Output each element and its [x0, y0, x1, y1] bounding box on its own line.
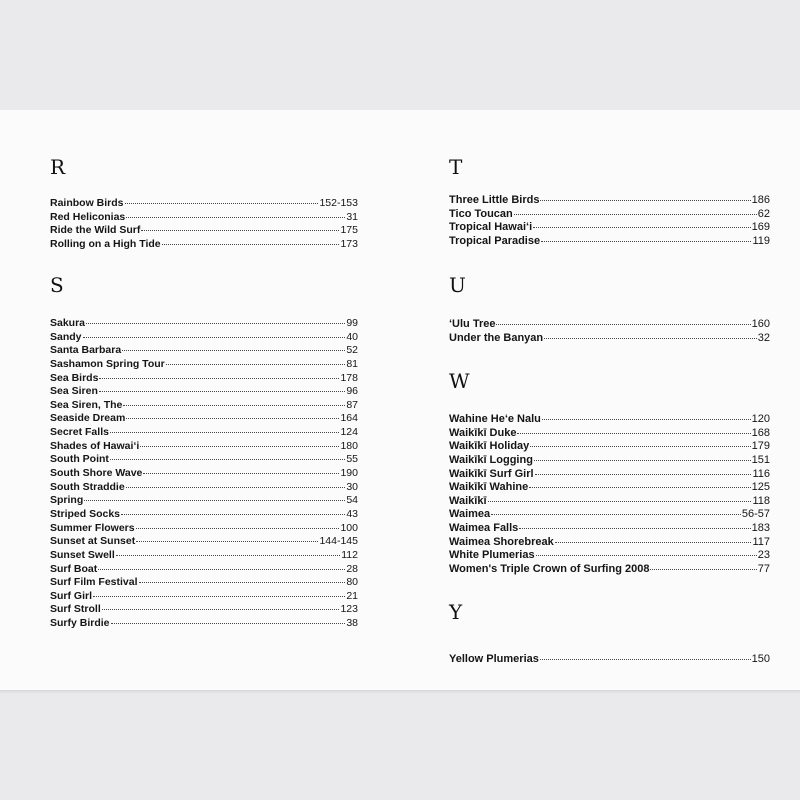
leader-dots [541, 241, 751, 242]
entry-title: ‘Ulu Tree [449, 318, 496, 330]
entry-title: Striped Socks [50, 507, 121, 520]
entry-page: 123 [340, 603, 358, 616]
leader-dots [136, 541, 318, 542]
entry-page: 52 [346, 344, 358, 357]
index-entry [449, 563, 770, 577]
index-entry [50, 563, 358, 577]
leader-dots [123, 405, 345, 406]
entry-title: Sea Siren, The [50, 398, 123, 411]
entry-page: 119 [752, 234, 770, 247]
page-bottom-edge [0, 690, 800, 694]
entry-page: 173 [340, 237, 358, 250]
entry-page: 169 [751, 221, 770, 234]
entry-title: Yellow Plumerias [449, 653, 539, 665]
section-letter-t: T [449, 155, 463, 179]
entry-title: Waimea Shorebreak [449, 535, 554, 548]
section-letter-y: Y [449, 600, 463, 624]
leader-dots [139, 582, 346, 583]
index-entry [50, 494, 358, 508]
index-entry [50, 197, 358, 211]
entry-page: 164 [340, 412, 358, 425]
entry-page: 117 [752, 535, 770, 548]
leader-dots [125, 203, 319, 204]
index-entry [50, 467, 358, 481]
index-entry [449, 221, 770, 235]
leader-dots [99, 391, 345, 392]
entry-page: 179 [751, 440, 770, 453]
entry-page: 43 [346, 507, 358, 520]
index-entry [50, 522, 358, 536]
entry-page: 80 [346, 576, 358, 589]
index-entry [50, 453, 358, 467]
entry-title: South Straddie [50, 480, 125, 493]
entry-title: Surfy Birdie [50, 617, 110, 630]
section-letter-s: S [50, 273, 64, 297]
section-entries-u [449, 318, 770, 345]
index-entry [449, 332, 770, 346]
leader-dots [540, 200, 750, 201]
entry-title: Surf Girl [50, 589, 93, 602]
leader-dots [140, 446, 339, 447]
entry-title: Summer Flowers [50, 521, 135, 534]
leader-dots [126, 418, 339, 419]
entry-page: 38 [346, 617, 358, 630]
entry-title: Red Heliconias [50, 210, 126, 223]
section-letter-r: R [50, 155, 66, 179]
leader-dots [534, 460, 751, 461]
index-entry [50, 224, 358, 238]
leader-dots [122, 350, 345, 351]
entry-title: Ride the Wild Surf [50, 224, 141, 237]
index-entry [449, 508, 770, 522]
entry-page: 21 [346, 589, 358, 602]
entry-title: Under the Banyan [449, 331, 544, 344]
leader-dots [166, 364, 346, 365]
entry-title: Sea Siren [50, 385, 98, 398]
leader-dots [496, 324, 750, 325]
index-entry [50, 549, 358, 563]
entry-page: 186 [751, 194, 770, 206]
leader-dots [121, 514, 345, 515]
entry-title: Waikīkī Holiday [449, 440, 530, 453]
entry-page: 54 [346, 494, 358, 507]
leader-dots [491, 514, 741, 515]
entry-page: 160 [751, 318, 770, 330]
index-entry [449, 318, 770, 332]
index-entry [50, 603, 358, 617]
entry-title: Waikīkī [449, 494, 487, 507]
entry-title: Rolling on a High Tide [50, 237, 161, 250]
entry-title: South Point [50, 453, 109, 466]
entry-page: 150 [751, 653, 770, 665]
leader-dots [116, 555, 340, 556]
leader-dots [530, 446, 750, 447]
leader-dots [93, 596, 345, 597]
section-entries-s [50, 317, 358, 631]
entry-page: 28 [346, 562, 358, 575]
entry-page: 180 [340, 439, 358, 452]
index-entry [449, 653, 770, 667]
entry-page: 118 [752, 494, 770, 507]
index-entry [50, 412, 358, 426]
entry-title: Three Little Birds [449, 194, 540, 206]
index-entry [50, 481, 358, 495]
entry-title: Tropical Paradise [449, 234, 541, 247]
leader-dots [86, 323, 345, 324]
leader-dots [141, 230, 339, 231]
entry-title: Waimea [449, 508, 491, 521]
entry-title: Waikīkī Wahine [449, 481, 529, 494]
index-page [0, 110, 800, 690]
leader-dots [143, 473, 339, 474]
entry-page: 31 [346, 210, 358, 223]
entry-page: 23 [757, 549, 770, 562]
entry-page: 178 [340, 371, 358, 384]
entry-page: 190 [340, 467, 358, 480]
index-entry [449, 468, 770, 482]
entry-title: Secret Falls [50, 426, 109, 439]
index-entry [50, 426, 358, 440]
leader-dots [162, 244, 340, 245]
entry-page: 124 [340, 426, 358, 439]
leader-dots [126, 217, 345, 218]
entry-title: South Shore Wave [50, 467, 143, 480]
leader-dots [544, 338, 757, 339]
entry-page: 151 [751, 453, 770, 466]
leader-dots [542, 419, 751, 420]
entry-page: 120 [751, 413, 770, 425]
index-entry [449, 549, 770, 563]
index-entry [50, 399, 358, 413]
entry-title: Wahine He‘e Nalu [449, 413, 541, 425]
entry-page: 62 [757, 207, 770, 220]
entry-page: 87 [346, 398, 358, 411]
entry-page: 175 [340, 224, 358, 237]
index-entry [50, 617, 358, 631]
entry-title: Tropical Hawai‘i [449, 221, 533, 234]
leader-dots [110, 459, 345, 460]
index-entry [449, 413, 770, 427]
leader-dots [126, 487, 346, 488]
section-letter-u: U [449, 273, 466, 297]
entry-title: Santa Barbara [50, 344, 122, 357]
index-entry [50, 238, 358, 252]
entry-page: 125 [751, 481, 770, 494]
entry-page: 99 [346, 317, 358, 329]
entry-title: Women's Triple Crown of Surfing 2008 [449, 563, 650, 576]
leader-dots [110, 432, 340, 433]
index-entry [50, 576, 358, 590]
entry-title: Sakura [50, 317, 86, 329]
entry-title: Rainbow Birds [50, 197, 124, 209]
index-entry [449, 194, 770, 208]
leader-dots [533, 227, 751, 228]
leader-dots [529, 487, 750, 488]
index-entry [449, 235, 770, 249]
leader-dots [488, 501, 752, 502]
index-entry [449, 427, 770, 441]
section-entries-w [449, 413, 770, 577]
entry-page: 56-57 [741, 508, 770, 521]
leader-dots [540, 659, 751, 660]
entry-title: Waikīkī Surf Girl [449, 467, 534, 480]
entry-title: Seaside Dream [50, 412, 126, 425]
entry-title: Sunset Swell [50, 548, 115, 561]
entry-page: 55 [346, 453, 358, 466]
index-entry [50, 385, 358, 399]
leader-dots [519, 528, 750, 529]
index-entry [449, 481, 770, 495]
entry-title: Sandy [50, 330, 82, 343]
index-entry [50, 508, 358, 522]
leader-dots [650, 569, 756, 570]
entry-page: 32 [757, 331, 770, 344]
index-entry [50, 372, 358, 386]
entry-title: Surf Boat [50, 562, 98, 575]
entry-page: 144-145 [319, 535, 358, 548]
section-entries-r [50, 197, 358, 252]
leader-dots [555, 542, 752, 543]
entry-page: 40 [346, 330, 358, 343]
entry-page: 183 [751, 522, 770, 535]
index-entry [449, 208, 770, 222]
index-entry [50, 535, 358, 549]
entry-page: 112 [341, 548, 358, 561]
entry-title: Shades of Hawai‘i [50, 439, 140, 452]
index-entry [50, 440, 358, 454]
entry-title: Waimea Falls [449, 522, 519, 535]
entry-page: 30 [346, 480, 358, 493]
entry-title: Surf Film Festival [50, 576, 138, 589]
entry-page: 77 [757, 563, 770, 576]
index-entry [50, 211, 358, 225]
section-letter-w: W [449, 369, 470, 393]
entry-page: 116 [752, 467, 770, 480]
index-entry [449, 536, 770, 550]
entry-title: Sashamon Spring Tour [50, 357, 165, 370]
leader-dots [517, 433, 750, 434]
index-entry [449, 440, 770, 454]
entry-title: Spring [50, 494, 84, 507]
leader-dots [98, 569, 345, 570]
entry-page: 81 [346, 357, 358, 370]
index-entry [50, 590, 358, 604]
leader-dots [102, 609, 340, 610]
index-entry [50, 358, 358, 372]
index-entry [50, 331, 358, 345]
section-entries-y [449, 653, 770, 667]
index-entry [449, 495, 770, 509]
entry-title: Sunset at Sunset [50, 535, 136, 548]
entry-title: Waikīkī Duke [449, 426, 517, 439]
leader-dots [535, 474, 752, 475]
entry-title: White Plumerias [449, 549, 535, 562]
entry-page: 100 [340, 521, 358, 534]
leader-dots [84, 500, 345, 501]
entry-page: 152-153 [319, 197, 358, 209]
leader-dots [83, 337, 346, 338]
index-entry [50, 317, 358, 331]
entry-page: 168 [751, 426, 770, 439]
index-entry [449, 454, 770, 468]
leader-dots [514, 214, 757, 215]
entry-title: Tico Toucan [449, 207, 513, 220]
leader-dots [111, 623, 346, 624]
section-entries-t [449, 194, 770, 249]
index-entry [50, 344, 358, 358]
leader-dots [536, 555, 757, 556]
entry-page: 96 [346, 385, 358, 398]
entry-title: Waikīkī Logging [449, 453, 533, 466]
entry-title: Surf Stroll [50, 603, 101, 616]
index-entry [449, 522, 770, 536]
entry-title: Sea Birds [50, 371, 99, 384]
leader-dots [99, 378, 339, 379]
leader-dots [136, 528, 340, 529]
